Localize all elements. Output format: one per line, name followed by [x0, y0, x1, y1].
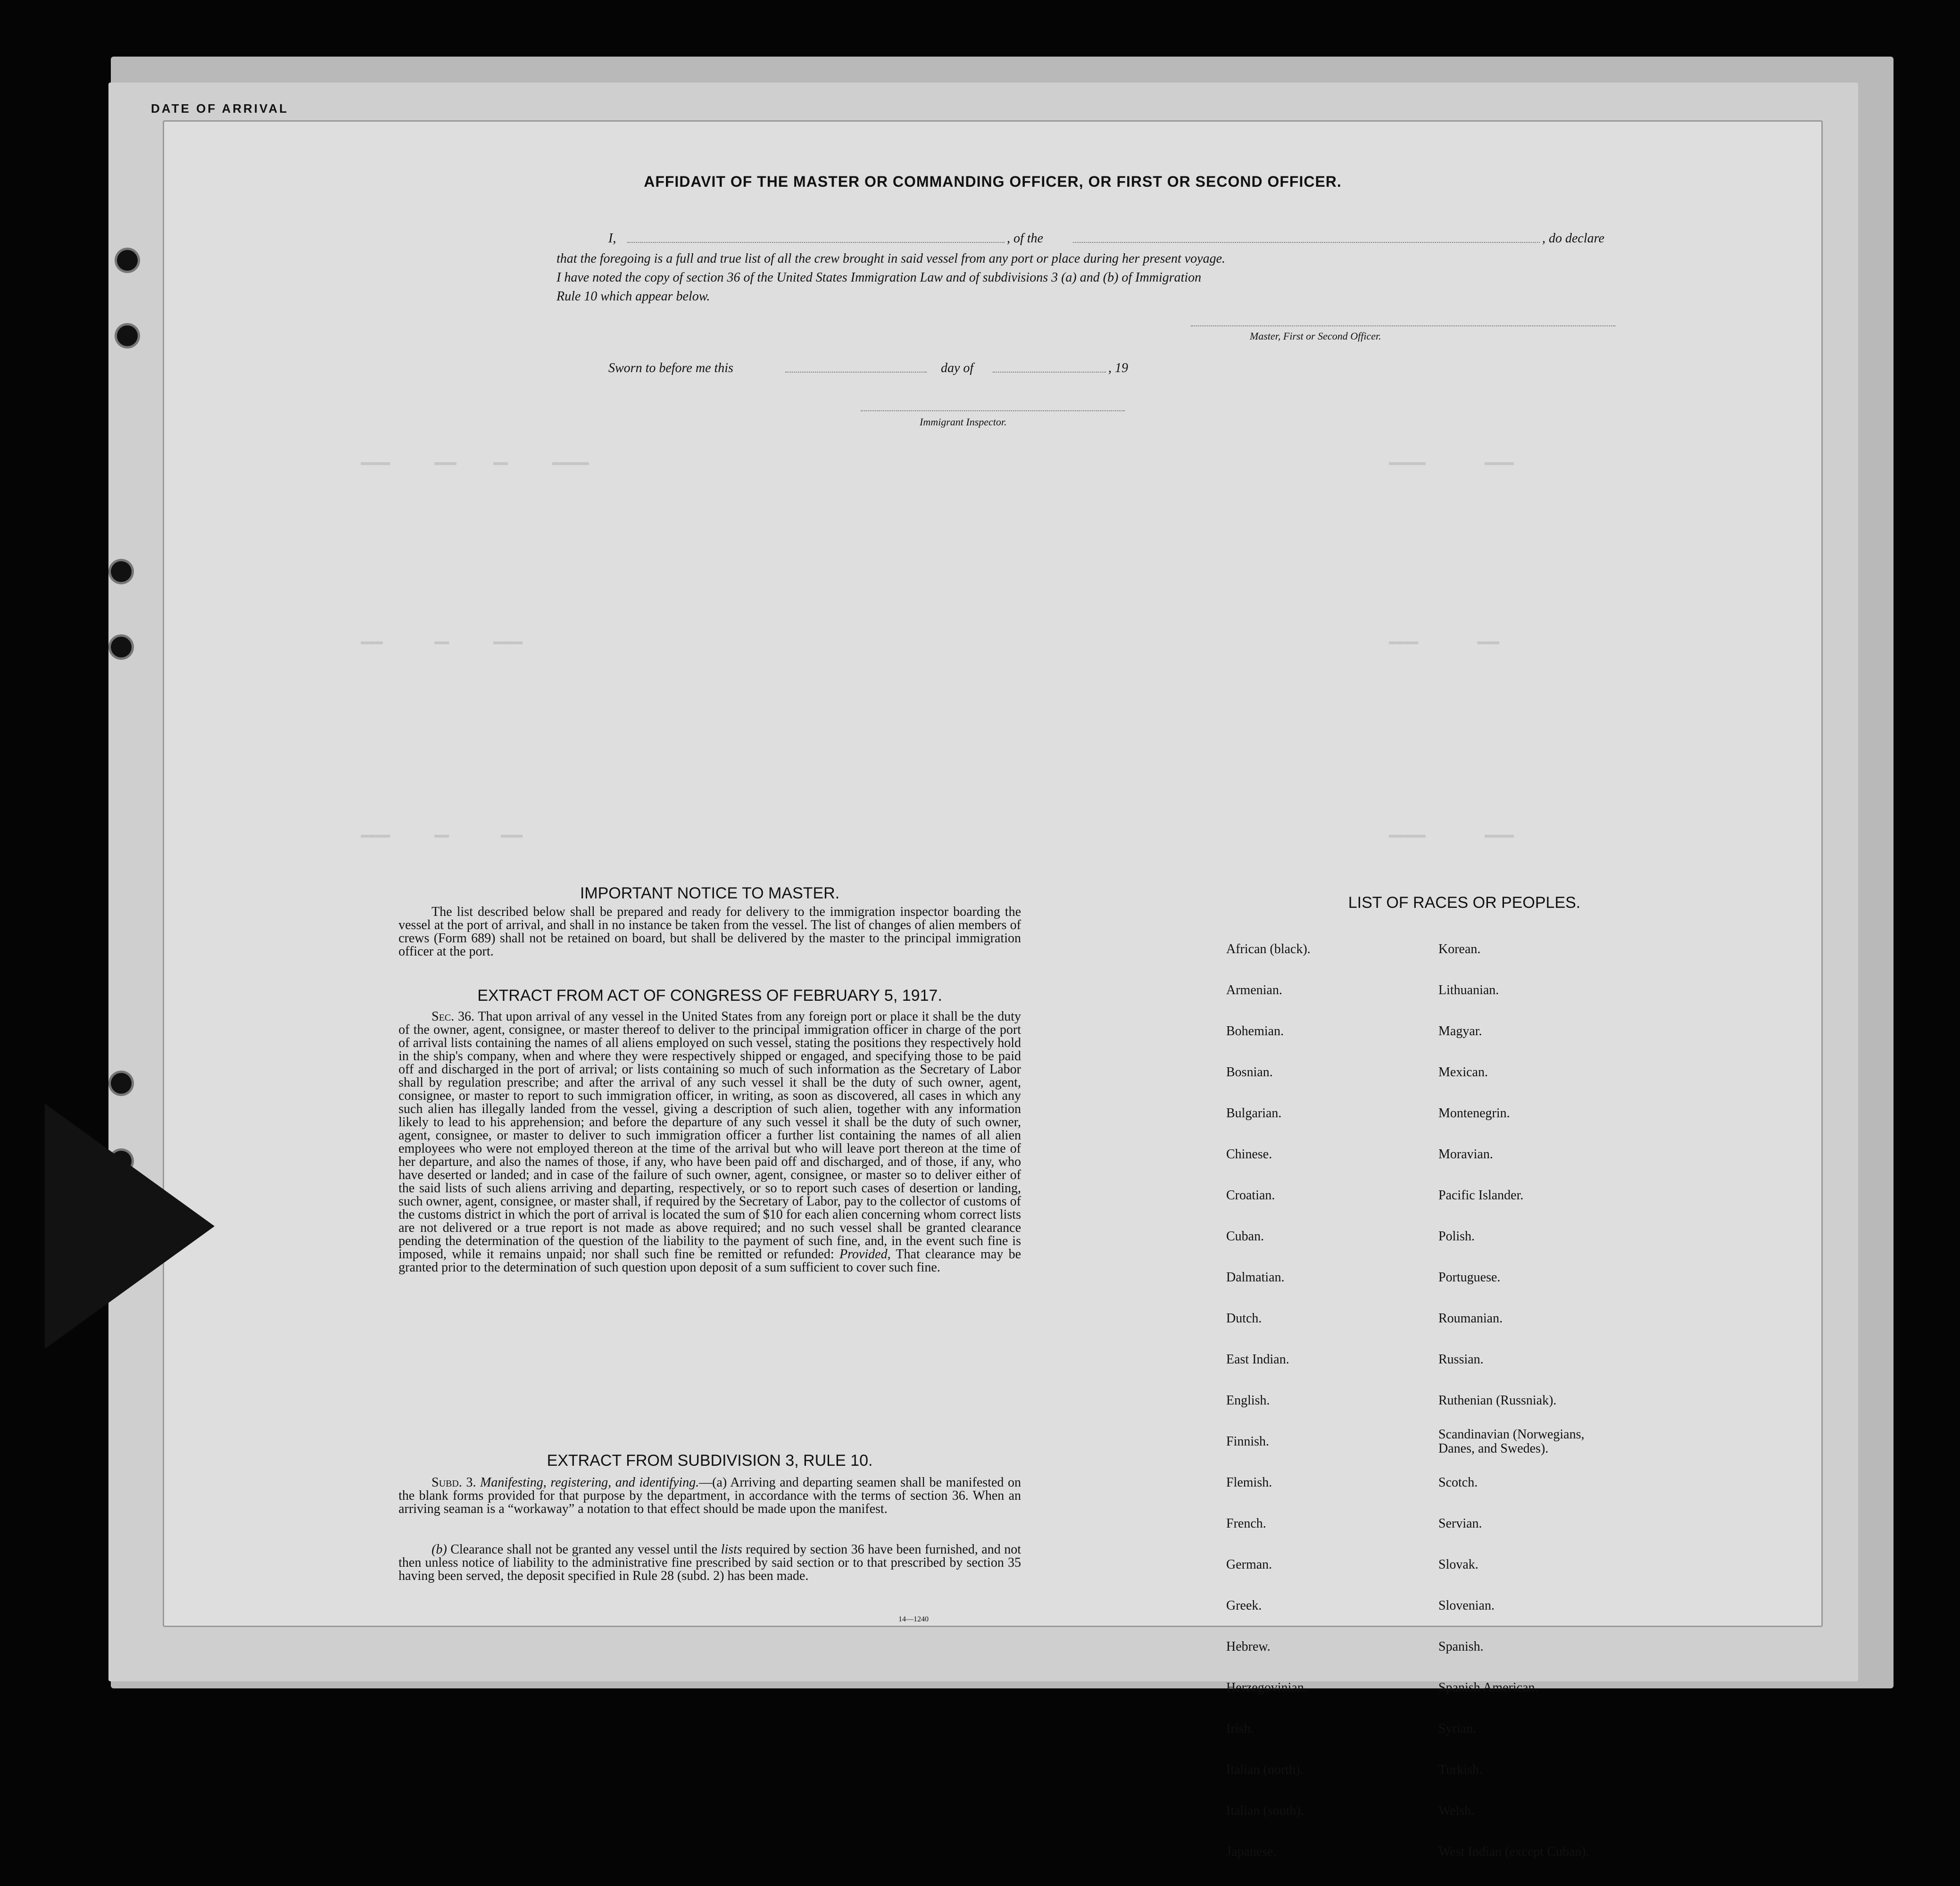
affidavit-line1-start: I, [608, 231, 616, 246]
signature-blank [1191, 325, 1615, 326]
race-item: English. [1226, 1393, 1270, 1408]
affidavit-line1-end: , do declare [1542, 231, 1604, 246]
race-item: Hebrew. [1226, 1639, 1271, 1654]
bleed-through-row: ▬▬▬▬ ▬▬ ▬▬▬ [361, 828, 523, 842]
inspector-caption: Immigrant Inspector. [920, 416, 1007, 428]
affidavit-line3: I have noted the copy of section 36 of the United States Immigration Law and of subdivisions 3 (a) and (b) of Immigration [556, 270, 1202, 285]
race-item: Cuban. [1226, 1229, 1264, 1244]
act-proviso-rest: That clearance may be granted prior to the determination of such question upon deposit of a sum sufficient to cover such fine. [399, 1247, 1022, 1275]
race-item: African (black). [1226, 942, 1311, 956]
rule-para-b-text1: Clearance shall not be granted any vessel until the [450, 1542, 718, 1557]
bleed-through-row: ▬▬▬▬▬ ▬▬▬▬ [1389, 828, 1514, 842]
punch-hole [111, 637, 132, 657]
race-item: Chinese. [1226, 1147, 1272, 1162]
bleed-through-row: ▬▬▬▬ ▬▬▬ ▬▬ ▬▬▬▬▬ [361, 455, 589, 469]
race-item: Finnish. [1226, 1434, 1270, 1449]
race-item: East Indian. [1226, 1352, 1289, 1367]
race-item: Scandinavian (Norwegians, Danes, and Swedes). [1438, 1427, 1585, 1456]
rule-para-b-text2: required by section 36 have been furnished, and not then unless notice of liability to the administrative fine prescribed by said section or to that prescribed by section 35 having been served, the deposit specified in Rule 28 (subd. 2) has been made. [399, 1542, 1022, 1583]
sworn-end: , 19 [1108, 361, 1128, 375]
race-item: Mexican. [1438, 1065, 1488, 1080]
rule-para-b [399, 1543, 1021, 1583]
race-item: Welsh. [1438, 1803, 1475, 1818]
inspector-blank [861, 410, 1125, 411]
rule-subd-label: Subd. 3. [432, 1475, 476, 1490]
races-left-column [1226, 928, 1311, 1886]
race-item: Bohemian. [1226, 1024, 1284, 1039]
race-item: Japanese. [1226, 1844, 1277, 1859]
race-item: Greek. [1226, 1598, 1262, 1613]
affidavit-line2: that the foregoing is a full and true list of all the crew brought in said vessel from any port or place during her present voyage. [556, 251, 1226, 266]
race-item: Polish. [1438, 1229, 1475, 1244]
sworn-mid: day of [941, 361, 974, 375]
race-item: Lithuanian. [1438, 983, 1499, 997]
race-item: Scotch. [1438, 1475, 1478, 1490]
race-item: Armenian. [1226, 983, 1282, 997]
race-item: Italian (south). [1226, 1803, 1304, 1818]
race-item: Italian (north). [1226, 1762, 1304, 1777]
race-item: Spanish American. [1438, 1680, 1538, 1695]
form-page [163, 120, 1823, 1859]
race-item: Moravian. [1438, 1147, 1493, 1162]
signature-caption: Master, First or Second Officer. [1250, 330, 1381, 342]
month-blank [993, 372, 1106, 373]
act-title: EXTRACT FROM ACT OF CONGRESS OF FEBRUARY 5, 1917. [477, 987, 942, 1005]
races-title: LIST OF RACES OR PEOPLES. [1348, 894, 1581, 912]
race-item: Russian. [1438, 1352, 1484, 1367]
bleed-through-row: ▬▬▬▬▬ ▬▬▬▬ [1389, 455, 1514, 469]
race-item: Bosnian. [1226, 1065, 1273, 1080]
affidavit-line1-mid: , of the [1007, 231, 1043, 246]
rule-para-b-lists: lists [721, 1542, 742, 1557]
race-item: Portuguese. [1438, 1270, 1501, 1285]
race-item: Pacific Islander. [1438, 1188, 1524, 1203]
race-item: Dutch. [1226, 1311, 1262, 1326]
race-item: Herzegovinian. [1226, 1680, 1307, 1695]
bleed-through-row: ▬▬▬ ▬▬ ▬▬▬▬ [361, 634, 523, 648]
race-item: Slovenian. [1438, 1598, 1495, 1613]
rule-para-b-label: (b) [432, 1542, 447, 1557]
race-item: Croatian. [1226, 1188, 1275, 1203]
bleed-through-row: ▬▬▬▬ ▬▬▬ [1389, 634, 1500, 648]
sworn-start: Sworn to before me this [608, 361, 733, 375]
race-item: Syrian. [1438, 1721, 1477, 1736]
binding-corner [45, 1104, 215, 1349]
race-item: Ruthenian (Russniak). [1438, 1393, 1557, 1408]
race-item: Turkish. [1438, 1762, 1483, 1777]
races-right-column [1438, 928, 1589, 1886]
punch-hole [117, 325, 138, 346]
rule-subd-heading: Manifesting, registering, and identifying. [480, 1475, 699, 1490]
affidavit-line4: Rule 10 which appear below. [556, 289, 710, 304]
punch-hole [117, 250, 138, 271]
name-blank [627, 242, 1005, 243]
race-item: Servian. [1438, 1516, 1482, 1531]
vessel-blank [1073, 242, 1540, 243]
punch-hole [111, 1073, 132, 1094]
race-item: Montenegrin. [1438, 1106, 1510, 1121]
race-item: Magyar. [1438, 1024, 1482, 1039]
race-item: West Indian (except Cuban). [1438, 1844, 1589, 1859]
rule-para-a-text: —(a) Arriving and departing seamen shall be manifested on the blank forms provided for that purpose by the department, in accordance with the terms of section 36. When an arriving seaman is a “workaway” a notation to that effect should be made upon the manifest. [399, 1475, 1021, 1516]
punch-hole [111, 561, 132, 582]
act-body [399, 1010, 1021, 1274]
act-section-text: That upon arrival of any vessel in the United States from any foreign port or place it shall be the duty of the owner, agent, consignee, or master thereof to deliver to the principal immigration officer in charge of the port of arrival lists containing the names of all aliens employed on such vessel, stating the positions they respectively hold in the ship's company, when and where they were respectively shipped or engaged, and specifying those to be paid off and discharged in the port of arrival; or lists containing so much of such information as the Secretary of Labor shall by regulation prescribe; and after the arrival of any such vessel it shall be the duty of such owner, agent, consignee, or master to report to such immigration officer, in writing, as soon as discovered, all cases in which any such alien has illegally landed from the vessel, giving a description of such alien, together with any information likely to lead to his apprehension; and before the departure of any such vessel it shall be the duty of such owner, agent, consignee, or master to deliver to such immigration officer a further list containing the names of all alien employees who were not employed thereon at the time of the arrival but who will leave port thereon at the time of her departure, and also the names of those, if any, who have been paid off and discharged, and of those, if any, who have deserted or landed; and in case of the failure of such owner, agent, consignee, or master so to deliver either of the said lists of such aliens arriving and departing, respectively, or so to report such cases of desertion or landing, such owner, agent, consignee, or master shall, if required by the Secretary of Labor, pay to the collector of customs of the customs district in which the port of arrival is located the sum of $10 for each alien concerning whom correct lists are not delivered or a true report is not made as above required; and no such vessel shall be granted clearance pending the determination of the question of the liability to the payment of such fine, and, in the event such fine is imposed, while it remains unpaid; nor shall such fine be remitted or refunded: [399, 1009, 1021, 1262]
day-blank [785, 372, 927, 373]
race-item: Slovak. [1438, 1557, 1478, 1572]
form-number: 14—1240 [898, 1615, 929, 1623]
race-item: Flemish. [1226, 1475, 1272, 1490]
race-item: Roumanian. [1438, 1311, 1503, 1326]
act-section-label: Sec. 36. [432, 1009, 475, 1024]
rule-title: EXTRACT FROM SUBDIVISION 3, RULE 10. [547, 1452, 873, 1470]
notice-body: The list described below shall be prepared and ready for delivery to the immigration inspector boarding the vessel at the port of arrival, and shall in no instance be taken from the vessel. The list of changes of alien members of crews (Form 689) shall not be retained on board, but shall be delivered by the master to the principal immigration officer at the port. [399, 905, 1021, 959]
race-item: Bulgarian. [1226, 1106, 1282, 1121]
race-item: Dalmatian. [1226, 1270, 1285, 1285]
affidavit-title: AFFIDAVIT OF THE MASTER OR COMMANDING OFFICER, OR FIRST OR SECOND OFFICER. [644, 173, 1342, 190]
race-item: Korean. [1438, 942, 1481, 956]
rule-para-a [399, 1476, 1021, 1516]
race-item: Irish. [1226, 1721, 1254, 1736]
act-proviso-word: Provided, [839, 1247, 891, 1262]
notice-title: IMPORTANT NOTICE TO MASTER. [580, 884, 840, 902]
race-item: French. [1226, 1516, 1266, 1531]
race-item: Spanish. [1438, 1639, 1484, 1654]
back-stamp: DATE OF ARRIVAL [151, 101, 289, 116]
race-item: German. [1226, 1557, 1272, 1572]
